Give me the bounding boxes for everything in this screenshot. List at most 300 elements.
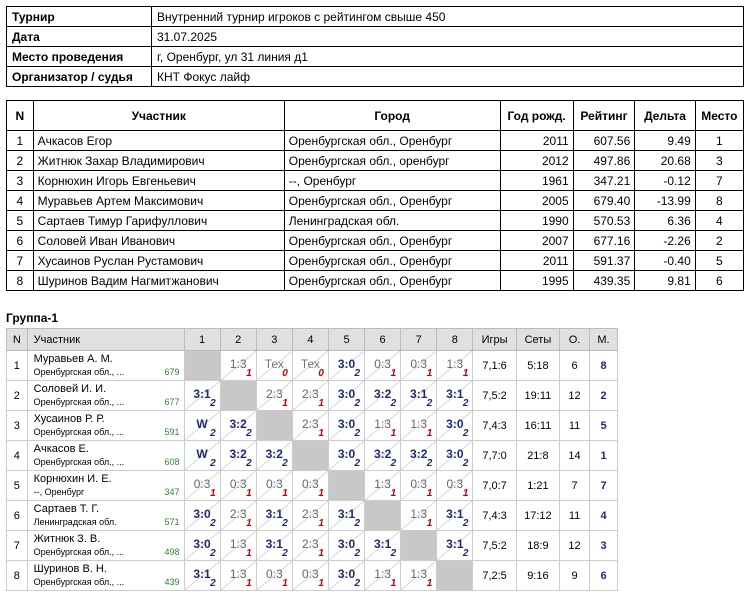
group-player [27, 381, 184, 411]
match-cell [292, 381, 328, 411]
match-points: 1 [426, 368, 433, 379]
player-region-line [34, 516, 184, 528]
participant-cell: -0.40 [635, 251, 695, 271]
match-score: 1:3 [374, 477, 391, 491]
match-score: 0:3 [374, 357, 391, 371]
match-cell [184, 471, 220, 501]
group-place: 3 [590, 531, 618, 561]
participant-row [7, 191, 744, 211]
match-cell [437, 411, 473, 441]
match-score: 1:3 [374, 567, 391, 581]
match-result [401, 351, 436, 380]
player-region: Оренбургская обл., ... [33, 427, 125, 437]
info-row [7, 47, 744, 67]
group-place: 4 [590, 501, 618, 531]
match-result [221, 531, 256, 560]
participant-cell: Оренбургская обл., Оренбург [284, 131, 500, 151]
group-row [7, 501, 618, 531]
participant-cell: Оренбургская обл., Оренбург [284, 271, 500, 291]
match-score: Тех [300, 357, 320, 371]
match-score: 0:3 [302, 477, 319, 491]
group-place: 6 [590, 561, 618, 591]
match-result [293, 501, 328, 530]
match-cell [292, 531, 328, 561]
player-region-line [34, 396, 184, 408]
player-region: --, Оренбург [33, 487, 85, 497]
participants-table [6, 100, 744, 291]
participants-header: Рейтинг [573, 101, 635, 131]
match-result [401, 441, 436, 470]
match-cell [292, 411, 328, 441]
match-score: 0:3 [410, 357, 428, 371]
match-points: 1 [282, 578, 288, 589]
match-cell [437, 531, 473, 561]
group-row [7, 531, 618, 561]
participant-cell: Корнюхин Игорь Евгеньевич [33, 171, 284, 191]
match-cell [292, 471, 328, 501]
match-score: 3:0 [337, 567, 356, 581]
group-row-number: 2 [7, 381, 28, 411]
match-cell [365, 381, 401, 411]
match-result [329, 381, 364, 410]
participant-cell: Соловей Иван Иванович [33, 231, 284, 251]
match-score: 3:2 [265, 447, 283, 461]
match-cell [437, 471, 473, 501]
match-result [329, 561, 364, 590]
group-points: 11 [560, 501, 590, 531]
match-cell [220, 441, 256, 471]
player-name: Соловей И. И. [33, 383, 107, 395]
match-points: 1 [282, 488, 288, 499]
participant-cell: 497.86 [573, 151, 635, 171]
match-points: 1 [462, 488, 469, 499]
match-points: 2 [390, 398, 397, 409]
match-cell [437, 381, 473, 411]
tournament-info-table [6, 6, 744, 87]
match-result [221, 351, 256, 380]
match-cell [365, 411, 401, 441]
match-result [401, 471, 436, 500]
match-score: 0:3 [265, 567, 283, 581]
group-place: 1 [590, 441, 618, 471]
match-points: 2 [354, 368, 361, 379]
group-games: 7,5:2 [473, 531, 516, 561]
group-player [27, 441, 184, 471]
player-region-line [34, 456, 184, 468]
match-score: 1:3 [374, 417, 391, 431]
match-score: W [196, 417, 208, 431]
player-name: Шуринов В. Н. [33, 563, 107, 575]
match-score: 1:3 [229, 537, 247, 551]
match-result [437, 471, 472, 500]
self-cell [292, 441, 328, 471]
participant-cell: Ленинградская обл. [284, 211, 500, 231]
match-points: 2 [210, 578, 216, 589]
match-result [365, 351, 400, 380]
group-player [27, 531, 184, 561]
match-points: 1 [318, 398, 324, 409]
group-header: 8 [437, 329, 473, 351]
participant-cell: 7 [7, 251, 34, 271]
match-points: 1 [390, 428, 397, 439]
group-row [7, 561, 618, 591]
match-score: 3:2 [373, 447, 392, 461]
group-games: 7,4:3 [473, 411, 516, 441]
group-row [7, 411, 618, 441]
group-player [27, 471, 184, 501]
participant-row [7, 171, 744, 191]
match-result [257, 471, 292, 500]
match-result [329, 441, 364, 470]
player-rating: 677 [164, 397, 180, 407]
match-result [185, 531, 220, 560]
match-cell [328, 411, 364, 441]
match-score: 3:2 [410, 447, 428, 461]
participant-row [7, 151, 744, 171]
match-result [365, 531, 400, 560]
match-points: 2 [390, 548, 397, 559]
player-rating: 591 [164, 427, 180, 437]
participants-header: N [7, 101, 34, 131]
match-score: 1:3 [410, 417, 428, 431]
player-name: Сартаев Т. Г. [33, 503, 100, 515]
participant-cell: -0.12 [635, 171, 695, 191]
match-points: 1 [318, 488, 324, 499]
match-cell [328, 501, 364, 531]
match-points: 1 [426, 518, 433, 529]
match-cell [328, 351, 364, 381]
match-points: 1 [426, 428, 433, 439]
group-games: 7,0:7 [473, 471, 516, 501]
match-cell [401, 441, 437, 471]
match-points: 1 [246, 578, 252, 589]
participant-cell: Оренбургская обл., оренбург [284, 151, 500, 171]
group-row [7, 441, 618, 471]
match-score: 3:0 [337, 417, 356, 431]
group-title: Группа-1 [6, 311, 59, 325]
player-name: Муравьев А. М. [33, 353, 113, 365]
group-header: Участник [27, 329, 184, 351]
participant-cell: 1961 [500, 171, 573, 191]
match-result [257, 351, 292, 380]
match-result [293, 531, 328, 560]
match-cell [220, 531, 256, 561]
match-cell [256, 381, 292, 411]
info-row [7, 7, 744, 27]
info-row [7, 67, 744, 87]
group-row [7, 351, 618, 381]
match-result [221, 561, 256, 590]
match-points: 1 [426, 578, 433, 589]
group-games: 7,1:6 [473, 351, 516, 381]
player-rating: 679 [164, 367, 180, 377]
match-cell [220, 351, 256, 381]
player-rating: 439 [164, 577, 180, 587]
match-points: 1 [246, 548, 252, 559]
participant-cell: 679.40 [573, 191, 635, 211]
match-cell [328, 531, 364, 561]
participant-cell: Сартаев Тимур Гарифуллович [33, 211, 284, 231]
participant-cell: 8 [7, 271, 34, 291]
info-key: Турнир [7, 7, 152, 27]
participant-cell: 5 [695, 251, 743, 271]
match-cell [184, 561, 220, 591]
match-result [329, 411, 364, 440]
match-result [185, 381, 220, 410]
participant-cell: 9.49 [635, 131, 695, 151]
match-score: W [196, 447, 208, 461]
participant-cell: Хусаинов Руслан Рустамович [33, 251, 284, 271]
participant-row [7, 231, 744, 251]
match-result [221, 501, 256, 530]
match-cell [328, 381, 364, 411]
match-cell [401, 381, 437, 411]
match-score: 3:1 [193, 387, 211, 401]
participants-header: Город [284, 101, 500, 131]
match-score: 3:0 [337, 537, 356, 551]
group-sets: 5:18 [516, 351, 559, 381]
group-place: 8 [590, 351, 618, 381]
match-cell [184, 411, 220, 441]
participant-cell: 591.37 [573, 251, 635, 271]
player-region: Оренбургская обл., ... [33, 577, 125, 587]
match-cell [184, 381, 220, 411]
match-cell [220, 501, 256, 531]
group-points: 6 [560, 351, 590, 381]
participant-cell: 1990 [500, 211, 573, 231]
match-result [221, 471, 256, 500]
match-points: 1 [318, 518, 324, 529]
group-row-number: 7 [7, 531, 28, 561]
match-score: 0:3 [229, 477, 247, 491]
group-header: 1 [184, 329, 220, 351]
self-cell [401, 531, 437, 561]
group-sets: 17:12 [516, 501, 559, 531]
match-score: 3:0 [446, 417, 464, 431]
group-player [27, 501, 184, 531]
participants-header: Участник [33, 101, 284, 131]
match-result [365, 381, 400, 410]
participant-cell: 6.36 [635, 211, 695, 231]
match-points: 2 [462, 428, 469, 439]
match-points: 2 [282, 548, 288, 559]
match-score: 3:1 [373, 537, 392, 551]
match-score: Тех [264, 357, 284, 371]
match-points: 2 [426, 398, 433, 409]
group-sets: 19:11 [516, 381, 559, 411]
group-sets: 18:9 [516, 531, 559, 561]
match-score: 2:3 [302, 537, 319, 551]
match-cell [256, 531, 292, 561]
match-result [185, 441, 220, 470]
match-score: 3:1 [193, 567, 211, 581]
match-points: 2 [462, 548, 469, 559]
match-points: 1 [210, 488, 216, 499]
match-points: 1 [246, 518, 252, 529]
match-cell [401, 351, 437, 381]
group-header: 7 [401, 329, 437, 351]
match-result [365, 441, 400, 470]
group-games: 7,4:3 [473, 501, 516, 531]
participant-cell: 570.53 [573, 211, 635, 231]
match-cell [437, 501, 473, 531]
match-result [437, 501, 472, 530]
match-result [401, 501, 436, 530]
participant-cell: 3 [7, 171, 34, 191]
participant-cell: 2 [7, 151, 34, 171]
group-header: Игры [473, 329, 516, 351]
participant-cell: 677.16 [573, 231, 635, 251]
match-score: 0:3 [302, 567, 319, 581]
group-header: 2 [220, 329, 256, 351]
match-points: 2 [282, 518, 288, 529]
group-player [27, 411, 184, 441]
match-points: 2 [462, 398, 469, 409]
participant-cell: -13.99 [635, 191, 695, 211]
group-row-number: 1 [7, 351, 28, 381]
self-cell [184, 351, 220, 381]
match-points: 2 [354, 578, 361, 589]
match-points: 1 [390, 488, 397, 499]
participant-cell: Житнюк Захар Владимирович [33, 151, 284, 171]
info-value: КНТ Фокус лайф [152, 67, 744, 87]
self-cell [220, 381, 256, 411]
group-place: 2 [590, 381, 618, 411]
match-cell [220, 411, 256, 441]
participant-cell: Шуринов Вадим Нагмитжанович [33, 271, 284, 291]
group-row-number: 3 [7, 411, 28, 441]
group-row [7, 471, 618, 501]
match-points: 2 [354, 548, 361, 559]
match-score: 3:1 [446, 537, 464, 551]
group-header: О. [560, 329, 590, 351]
info-key: Место проведения [7, 47, 152, 67]
participant-cell: 2011 [500, 251, 573, 271]
player-name: Ачкасов Е. [33, 443, 89, 455]
participant-cell: 2 [695, 231, 743, 251]
participant-cell: 7 [695, 171, 743, 191]
group-player [27, 351, 184, 381]
match-result [401, 411, 436, 440]
match-score: 2:3 [265, 387, 283, 401]
match-result [185, 561, 220, 590]
match-cell [220, 561, 256, 591]
match-points: 2 [426, 458, 433, 469]
match-cell [365, 471, 401, 501]
match-result [257, 561, 292, 590]
participant-cell: 6 [7, 231, 34, 251]
match-result [329, 501, 364, 530]
player-region-line [34, 546, 184, 558]
match-result [329, 531, 364, 560]
match-points: 2 [390, 458, 397, 469]
match-score: 3:0 [446, 447, 464, 461]
self-cell [256, 411, 292, 441]
match-points: 2 [354, 398, 361, 409]
match-result [437, 441, 472, 470]
match-result [437, 381, 472, 410]
participant-row [7, 251, 744, 271]
group-sets: 16:11 [516, 411, 559, 441]
match-cell [256, 501, 292, 531]
self-cell [437, 561, 473, 591]
match-points: 2 [210, 428, 216, 439]
self-cell [365, 501, 401, 531]
match-score: 2:3 [229, 507, 247, 521]
match-cell [256, 471, 292, 501]
match-score: 3:2 [229, 417, 247, 431]
match-result [257, 381, 292, 410]
match-result [365, 561, 400, 590]
participant-cell: Ачкасов Егор [33, 131, 284, 151]
player-region-line [34, 576, 184, 588]
match-points: 1 [462, 368, 469, 379]
match-result [293, 471, 328, 500]
participant-cell: 20.68 [635, 151, 695, 171]
participant-cell: -2.26 [635, 231, 695, 251]
group-row-number: 6 [7, 501, 28, 531]
match-result [401, 381, 436, 410]
match-score: 0:3 [265, 477, 283, 491]
match-cell [184, 441, 220, 471]
self-cell [328, 471, 364, 501]
participant-cell: 439.35 [573, 271, 635, 291]
match-result [293, 561, 328, 590]
group-place: 7 [590, 471, 618, 501]
match-score: 2:3 [302, 507, 319, 521]
match-points: 1 [282, 398, 288, 409]
group-header: 3 [256, 329, 292, 351]
group-points: 11 [560, 411, 590, 441]
group-header: М. [590, 329, 618, 351]
group-points: 14 [560, 441, 590, 471]
match-points: 2 [354, 428, 361, 439]
match-cell [292, 351, 328, 381]
match-result [365, 471, 400, 500]
player-name: Корнюхин И. Е. [33, 473, 112, 485]
info-key: Организатор / судья [7, 67, 152, 87]
match-cell [365, 531, 401, 561]
participant-cell: Оренбургская обл., Оренбург [284, 191, 500, 211]
match-result [185, 501, 220, 530]
participant-row [7, 131, 744, 151]
match-points: 2 [462, 458, 469, 469]
match-cell [256, 441, 292, 471]
match-points: 2 [210, 458, 216, 469]
participant-cell: 3 [695, 151, 743, 171]
match-points: 2 [210, 548, 216, 559]
info-value: г, Оренбург, ул 31 линия д1 [152, 47, 744, 67]
match-points: 0 [318, 368, 324, 379]
match-cell [184, 531, 220, 561]
match-cell [365, 441, 401, 471]
match-result [221, 411, 256, 440]
player-rating: 608 [164, 457, 180, 467]
player-region: Ленинградская обл. [33, 517, 117, 527]
group-header: N [7, 329, 28, 351]
group-points: 12 [560, 531, 590, 561]
match-points: 2 [210, 398, 216, 409]
match-result [185, 471, 220, 500]
match-score: 3:1 [446, 387, 464, 401]
group-games: 7,5:2 [473, 381, 516, 411]
participants-header: Дельта [635, 101, 695, 131]
match-points: 1 [246, 488, 252, 499]
participant-cell: Муравьев Артем Максимович [33, 191, 284, 211]
participant-cell: 2012 [500, 151, 573, 171]
group-row-number: 8 [7, 561, 28, 591]
info-row [7, 27, 744, 47]
